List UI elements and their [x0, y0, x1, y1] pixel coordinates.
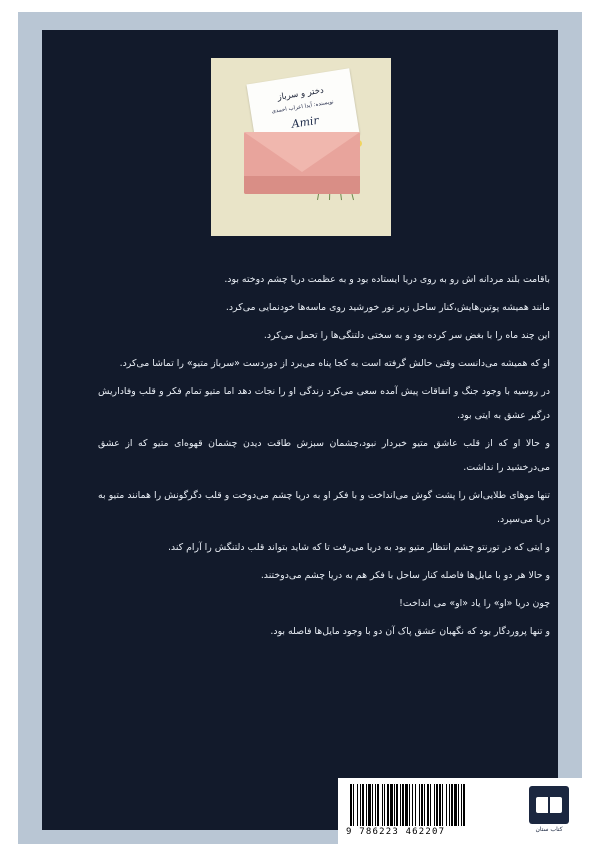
- blurb-paragraph: او که همیشه می‌دانست وقتی حالش گرفته است به کجا پناه می‌برد از دوردست «سرباز متیو» را تماشا می‌کرد.: [119, 357, 550, 369]
- book-glyph: [536, 797, 562, 813]
- publisher-logo: [526, 786, 572, 840]
- barcode-bars: [350, 784, 500, 826]
- barcode-bar: [465, 784, 467, 826]
- open-book-logo: [529, 786, 569, 824]
- letter-subtitle: نویسنده: آیدا اعراب احمدی: [271, 99, 335, 115]
- cover-illustration: [211, 58, 391, 236]
- blurb-paragraph: در روسیه با وجود جنگ و اتفاقات پیش آمده سعی می‌کرد زندگی او را نجات دهد اما متیو تمام فکر و قلب وفاداریش درگیر عشق به ایتی بود.: [98, 385, 550, 421]
- letter-title: دختر و سرباز: [276, 85, 325, 103]
- blurb-paragraph: تنها موهای طلایی‌اش را پشت گوش می‌انداخت و با فکر او به دریا چشم می‌دوخت و قلب دگرگونش را همانند متیو به دریا می‌سپرد.: [98, 489, 550, 525]
- blurb-paragraph: باقامت بلند مردانه اش رو به روی دریا ایستاده بود و به عظمت دریا چشم دوخته بود.: [224, 274, 550, 285]
- blurb-paragraph: و تنها پروردگار بود که نگهبان عشق پاک آن دو با وجود مایل‌ها فاصله بود.: [270, 625, 550, 637]
- blurb-paragraph: مانند همیشه پوتین‌هایش،کنار ساحل زیر نور خورشید روی ماسه‌ها خودنمایی می‌کرد.: [225, 301, 550, 313]
- blurb-paragraph: و ایتی که در تورنتو چشم انتظار متیو بود به دریا می‌رفت تا که شاید بتواند قلب دلتنگش را آرام کند.: [167, 541, 550, 553]
- blurb-paragraph: و حالا هر دو با مایل‌ها فاصله کنار ساحل با فکر هم به دریا چشم می‌دوختند.: [260, 569, 550, 581]
- letter-signature: Amir: [290, 113, 320, 131]
- back-cover-blurb: [98, 268, 550, 648]
- blurb-paragraph: چون دریا «او» را یاد «او» می انداخت!: [399, 597, 550, 609]
- publisher-name: کتاب ستان: [535, 826, 563, 833]
- envelope-front-panel: [244, 176, 360, 194]
- blurb-paragraph: و حالا او که از قلب عاشق متیو خبردار نبود،چشمان سبزش طاقت دیدن چشمان قهوه‌ای متیو که از عشق می‌درخشید را نداشت.: [98, 437, 550, 473]
- barcode-digits: 9 786223 462207: [346, 827, 446, 837]
- envelope-flap: [244, 132, 360, 172]
- cover-border: [18, 12, 582, 844]
- blurb-paragraph: این چند ماه را با بغض سر کرده بود و به سختی دلتنگی‌ها را تحمل می‌کرد.: [263, 329, 550, 341]
- barcode-area: [338, 778, 582, 848]
- cover-inner-panel: [42, 30, 563, 837]
